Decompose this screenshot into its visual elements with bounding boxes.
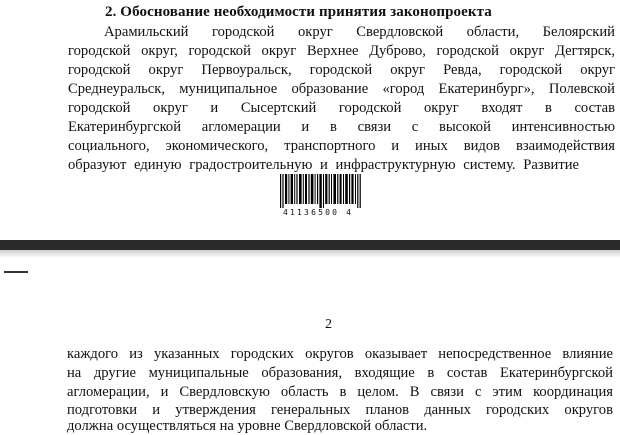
text-line: городской округ и Сысертский городской округ входят в состав [68, 100, 615, 116]
page-number: 2 [325, 317, 332, 332]
page-separator [0, 240, 620, 250]
text-line: должна осуществляться на уровне Свердловской области. [67, 418, 428, 434]
text-line: агломерации, и Свердловскую область в целом. В связи с этим координация [67, 384, 613, 400]
text-line: городской округ, городской округ Верхнее Дуброво, городской округ Дегтярск, [68, 43, 615, 59]
page-separator-shadow [0, 250, 620, 258]
margin-mark [4, 271, 28, 273]
text-line: образуют единую градостроительную и инфраструктурную систему. Развитие [68, 157, 579, 173]
section-heading: 2. Обоснование необходимости принятия законопроекта [105, 4, 492, 20]
text-line: социального, экономического, транспортного и иных видов взаимодействия [68, 138, 615, 154]
text-line: каждого из указанных городских округов оказывает непосредственное влияние [67, 346, 613, 362]
barcode-digits: 41136500 4 [283, 208, 354, 217]
text-line: подготовки и утверждения генеральных планов данных городских округов [67, 402, 613, 418]
text-line: на другие муниципальные образования, входящие в состав Екатеринбургской [67, 365, 613, 381]
text-line: Арамильский городской округ Свердловской области, Белоярский [104, 24, 615, 40]
text-line: Среднеуральск, муниципальное образование «город Екатеринбург», Полевской [68, 81, 615, 97]
text-line: Екатеринбургской агломерации и в связи с высокой интенсивностью [68, 119, 615, 135]
text-line: городской округ Первоуральск, городской округ Ревда, городской округ [68, 62, 615, 78]
